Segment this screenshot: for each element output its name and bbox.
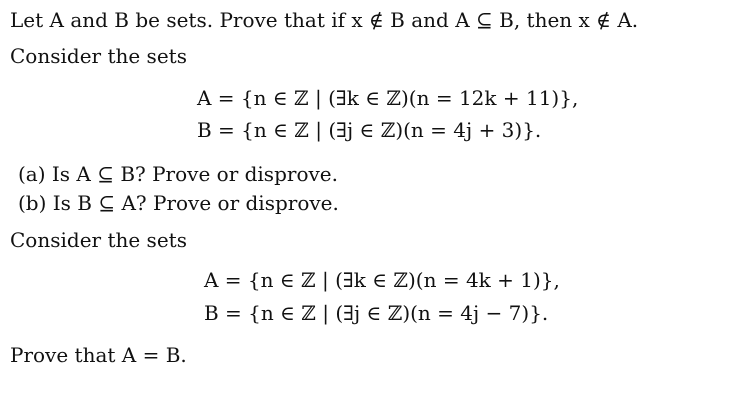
problem3-intro: Consider the sets xyxy=(10,228,187,252)
problem3-set-a: A = {n ∈ ℤ | (∃k ∈ ℤ)(n = 4k + 1)}, xyxy=(204,268,560,292)
problem2-part-a: (a) Is A ⊆ B? Prove or disprove. xyxy=(18,162,338,186)
problem2-part-b: (b) Is B ⊆ A? Prove or disprove. xyxy=(18,191,339,215)
problem1-statement: Let A and B be sets. Prove that if x ∉ B and A ⊆ B, then x ∉ A. xyxy=(10,8,639,32)
problem2-set-b: B = {n ∈ ℤ | (∃j ∈ ℤ)(n = 4j + 3)}. xyxy=(197,118,542,142)
problem3-set-b: B = {n ∈ ℤ | (∃j ∈ ℤ)(n = 4j − 7)}. xyxy=(204,301,549,325)
problem2-set-a: A = {n ∈ ℤ | (∃k ∈ ℤ)(n = 12k + 11)}, xyxy=(197,86,579,110)
problem3-conclusion: Prove that A = B. xyxy=(10,343,187,367)
problem2-intro: Consider the sets xyxy=(10,44,187,68)
